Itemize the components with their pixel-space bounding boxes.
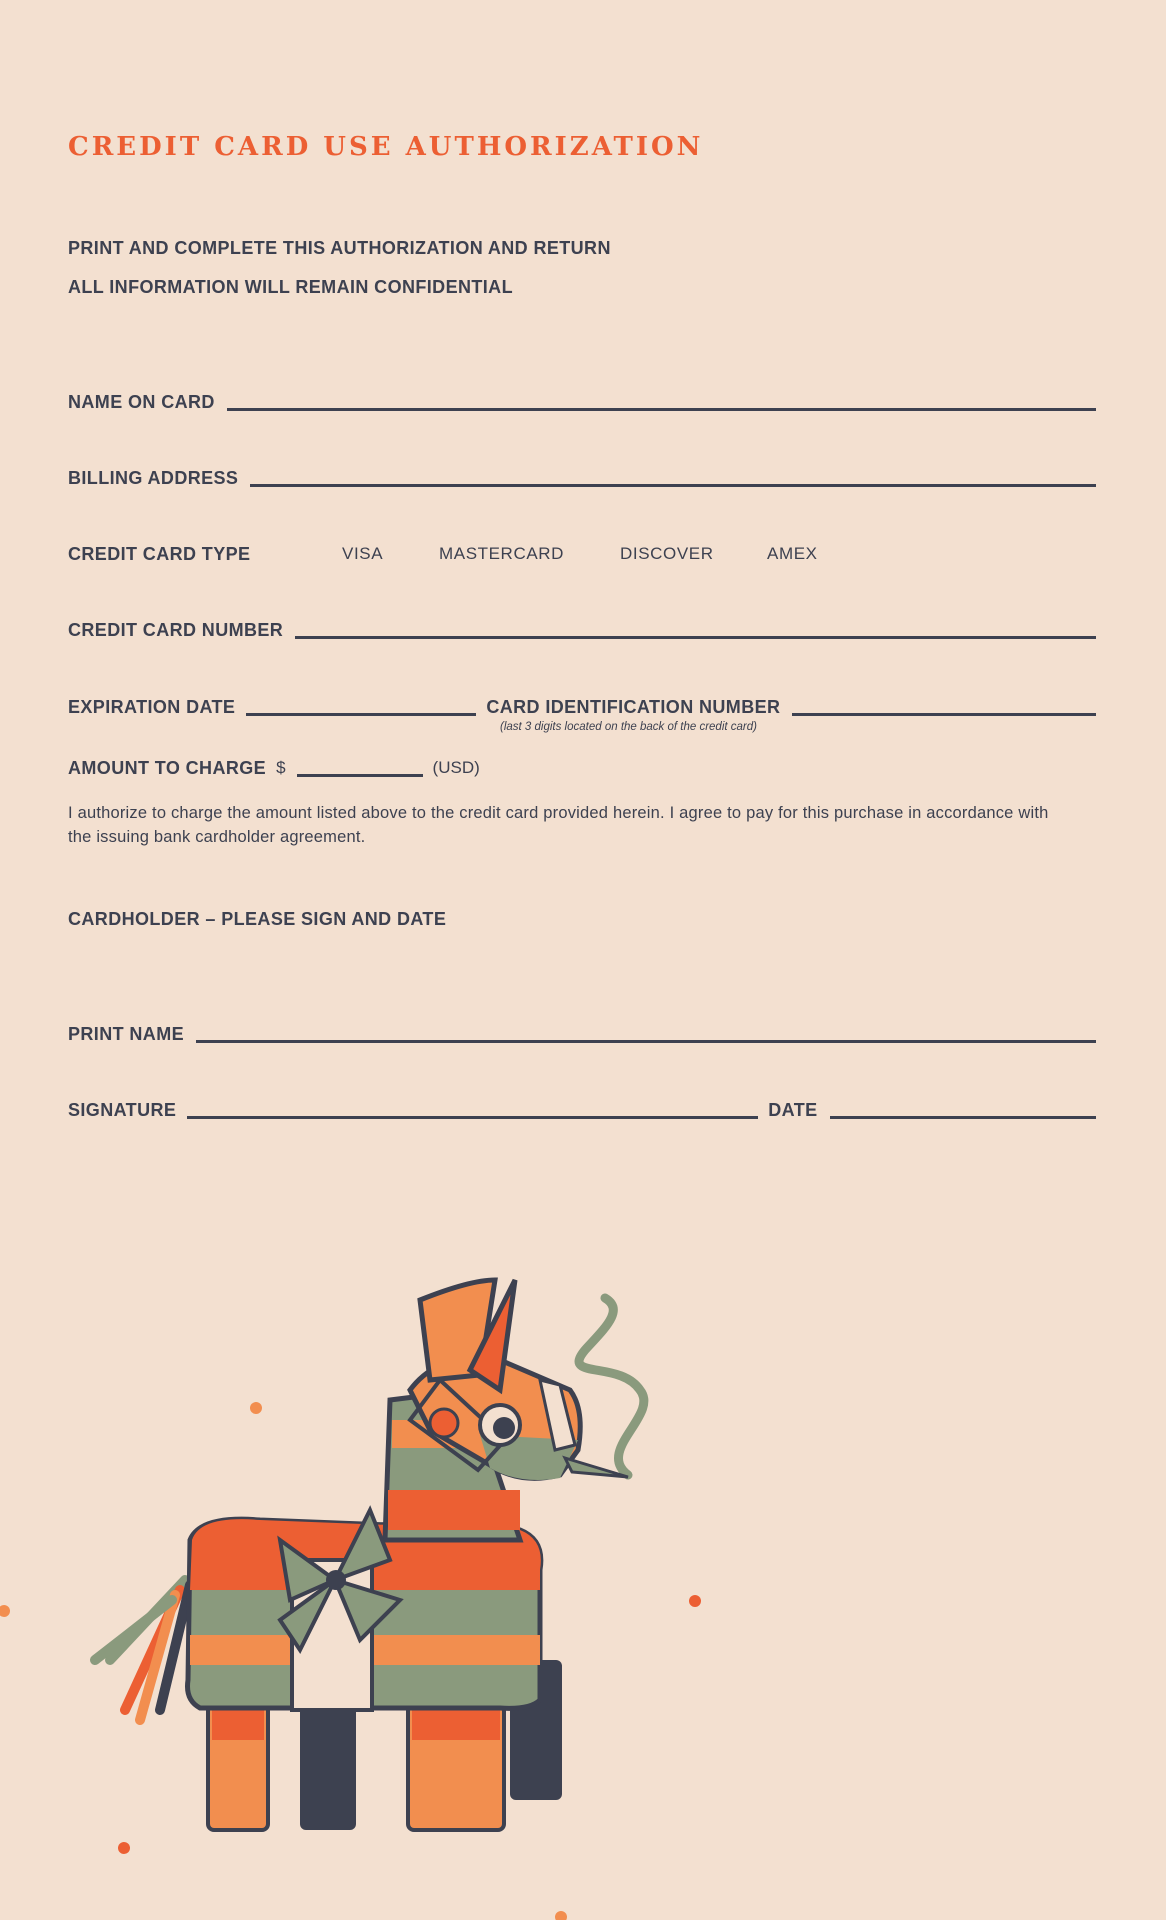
confetti-dot bbox=[250, 1402, 262, 1414]
form-title: CREDIT CARD USE AUTHORIZATION bbox=[68, 132, 704, 162]
print-name-row bbox=[68, 1024, 1096, 1044]
confetti-dot bbox=[0, 1605, 10, 1617]
amount-row bbox=[68, 758, 1096, 778]
currency-label: (USD) bbox=[432, 758, 480, 777]
instruction-line-1: PRINT AND COMPLETE THIS AUTHORIZATION AND RETURN bbox=[68, 238, 611, 258]
card-type-label: CREDIT CARD TYPE bbox=[68, 544, 251, 564]
expiration-field[interactable] bbox=[246, 713, 476, 716]
card-type-option-visa[interactable]: VISA bbox=[342, 544, 384, 563]
signature-field[interactable] bbox=[187, 1116, 758, 1119]
cid-note: (last 3 digits located on the back of the credit card) bbox=[500, 721, 757, 733]
donkey-pinata-icon bbox=[0, 1240, 720, 1920]
card-type-row bbox=[68, 544, 1096, 564]
signature-row bbox=[68, 1100, 1096, 1120]
card-type-option-amex[interactable]: AMEX bbox=[767, 544, 818, 563]
confetti-dot bbox=[555, 1911, 567, 1920]
currency-symbol: $ bbox=[276, 758, 286, 777]
billing-address-label: BILLING ADDRESS bbox=[68, 468, 239, 488]
expiration-label: EXPIRATION DATE bbox=[68, 697, 236, 717]
card-number-field[interactable] bbox=[295, 636, 1096, 639]
name-on-card-row bbox=[68, 392, 1096, 412]
expiration-cid-row bbox=[68, 697, 1096, 717]
confetti-dot bbox=[689, 1595, 701, 1607]
print-name-field[interactable] bbox=[196, 1040, 1096, 1043]
date-label: DATE bbox=[768, 1100, 818, 1120]
cid-field[interactable] bbox=[792, 713, 1096, 716]
card-number-label: CREDIT CARD NUMBER bbox=[68, 620, 284, 640]
card-type-option-discover[interactable]: DISCOVER bbox=[620, 544, 714, 563]
cardholder-heading: CARDHOLDER – PLEASE SIGN AND DATE bbox=[68, 909, 447, 929]
card-type-option-mastercard[interactable]: MASTERCARD bbox=[439, 544, 565, 563]
print-name-label: PRINT NAME bbox=[68, 1024, 184, 1044]
instruction-line-2: ALL INFORMATION WILL REMAIN CONFIDENTIAL bbox=[68, 277, 513, 297]
billing-address-row bbox=[68, 468, 1096, 488]
confetti-dot bbox=[118, 1842, 130, 1854]
name-on-card-label: NAME ON CARD bbox=[68, 392, 215, 412]
signature-label: SIGNATURE bbox=[68, 1100, 177, 1120]
billing-address-field[interactable] bbox=[250, 484, 1096, 487]
cid-label: CARD IDENTIFICATION NUMBER bbox=[486, 697, 781, 717]
amount-label: AMOUNT TO CHARGE bbox=[68, 758, 267, 778]
card-number-row bbox=[68, 620, 1096, 640]
date-field[interactable] bbox=[830, 1116, 1096, 1119]
name-on-card-field[interactable] bbox=[227, 408, 1096, 411]
authorization-text: I authorize to charge the amount listed above to the credit card provided herein. I agree to pay for this purchase in accordance with the issuing bank cardholder agreement. bbox=[68, 804, 1049, 846]
amount-field[interactable] bbox=[297, 774, 423, 777]
